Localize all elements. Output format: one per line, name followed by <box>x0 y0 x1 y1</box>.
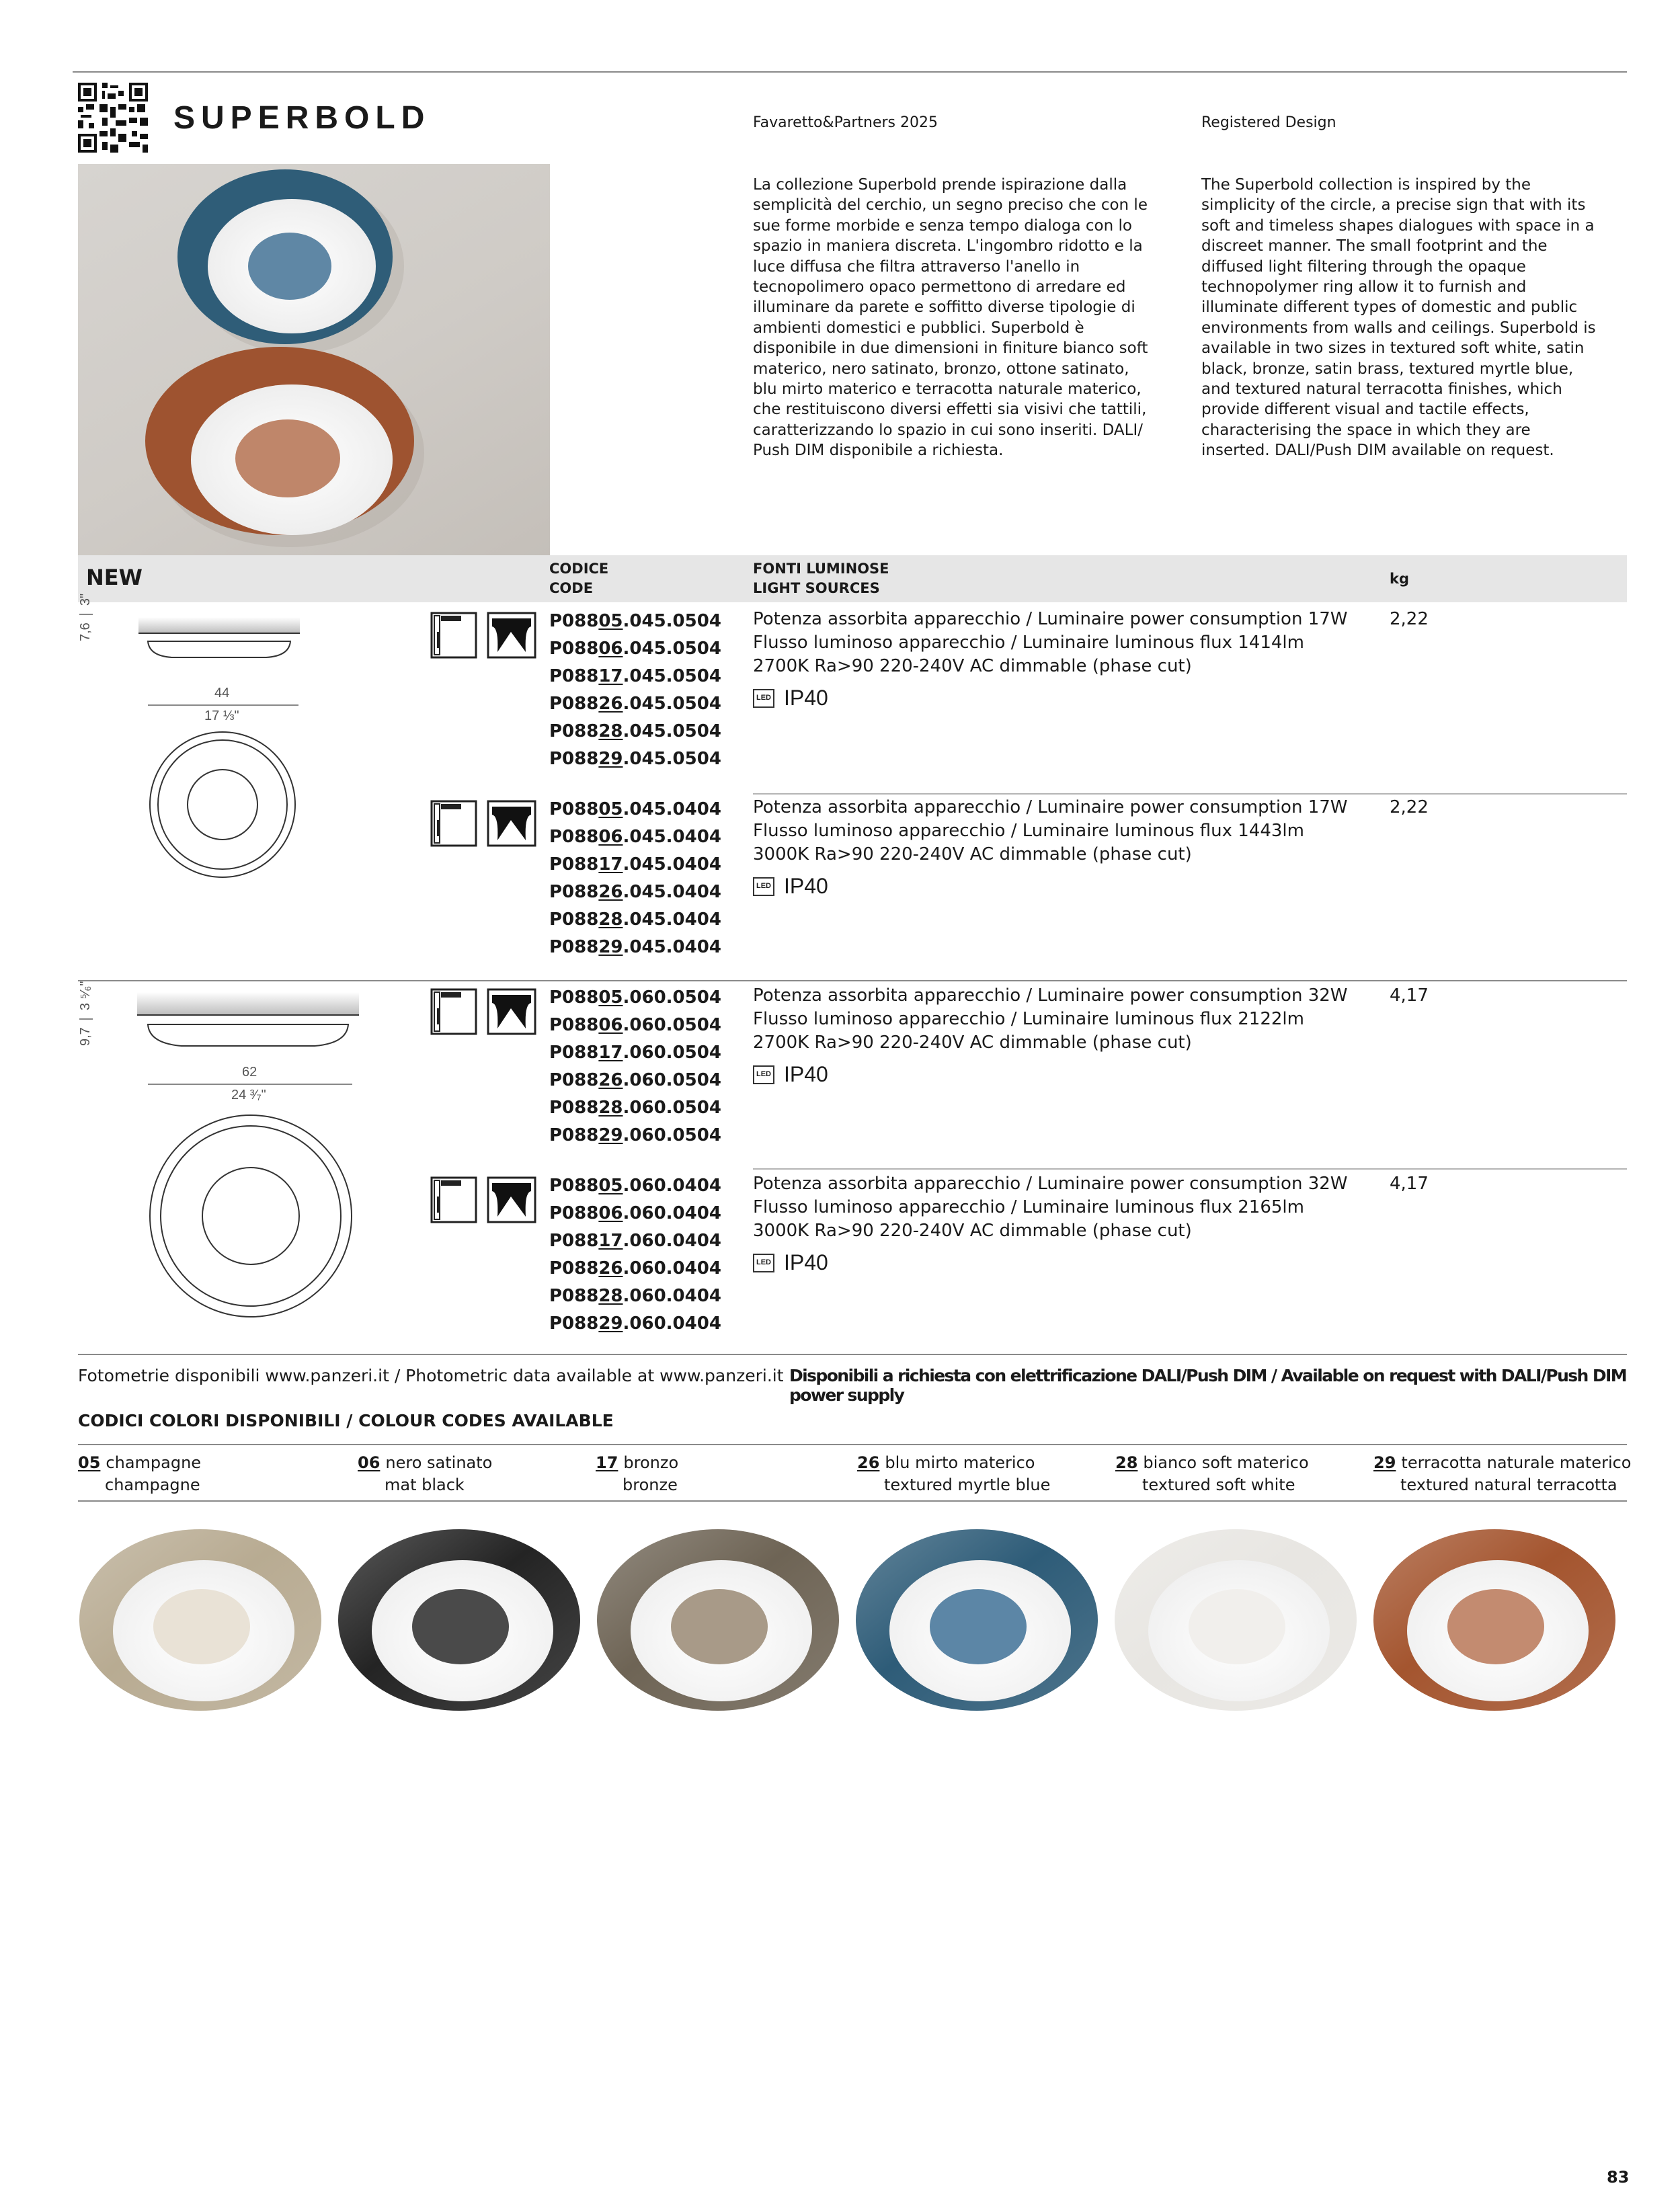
code-suffix: .045.0504 <box>623 749 721 769</box>
product-code[interactable] <box>549 663 724 690</box>
product-code[interactable] <box>549 1200 724 1227</box>
code-prefix: P088 <box>549 909 599 930</box>
colour-name-en: textured myrtle blue <box>884 1475 1051 1494</box>
light-source-spec <box>753 608 1358 710</box>
code-prefix: P088 <box>549 1313 599 1334</box>
light-source-spec <box>753 796 1358 898</box>
mounting-icons <box>430 612 538 660</box>
product-codes <box>549 796 724 961</box>
code-colour: 06 <box>598 1015 623 1035</box>
spec-line: 2700K Ra>90 220-240V AC dimmable (phase cut) <box>753 656 1192 676</box>
product-code[interactable] <box>549 608 724 635</box>
product-code[interactable] <box>549 851 724 879</box>
colour-code-number: 28 <box>1115 1453 1138 1472</box>
colour-code-item <box>78 1452 201 1496</box>
code-suffix: .045.0404 <box>623 827 721 847</box>
spec-line: Flusso luminoso apparecchio / Luminaire luminous flux 2122lm <box>753 1009 1304 1029</box>
code-prefix: P088 <box>549 1043 599 1063</box>
code-colour: 05 <box>598 1176 623 1196</box>
colour-code-number: 26 <box>857 1453 880 1472</box>
product-code[interactable] <box>549 1172 724 1200</box>
colour-codes-bottom-rule <box>78 1500 1627 1502</box>
ip-rating: IP40 <box>784 1062 828 1086</box>
code-colour: 29 <box>598 1313 623 1334</box>
wall-ceiling-mount-icon <box>430 612 538 660</box>
spec-line: Potenza assorbita apparecchio / Luminaire power consumption 32W <box>753 1174 1348 1194</box>
code-suffix: .060.0504 <box>623 1015 721 1035</box>
ip-rating: IP40 <box>784 874 828 898</box>
product-code[interactable] <box>549 718 724 745</box>
spec-line: Flusso luminoso apparecchio / Luminaire luminous flux 1414lm <box>753 633 1304 653</box>
weight-value: 4,17 <box>1390 1174 1429 1194</box>
colour-code-item <box>1115 1452 1309 1496</box>
plan-small-drawing <box>148 730 297 879</box>
diameter-small-in: 17 ⅓" <box>204 708 239 723</box>
product-code[interactable] <box>549 934 724 961</box>
colour-name-it: champagne <box>106 1453 202 1472</box>
diameter-small-cm: 44 <box>214 686 230 700</box>
code-prefix: P088 <box>549 1203 599 1223</box>
product-codes <box>549 1172 724 1338</box>
diameter-large-cm: 62 <box>242 1065 257 1080</box>
code-header-it: CODICE <box>549 561 609 577</box>
colour-code-item <box>596 1452 678 1496</box>
colour-code-number: 05 <box>78 1453 101 1472</box>
product-code[interactable] <box>549 1094 724 1122</box>
spec-line: 3000K Ra>90 220-240V AC dimmable (phase cut) <box>753 1221 1192 1241</box>
spec-line: Potenza assorbita apparecchio / Luminaire power consumption 17W <box>753 609 1348 629</box>
code-suffix: .045.0404 <box>623 854 721 875</box>
hero-lamps-illustration <box>78 164 550 557</box>
finish-swatch <box>590 1526 846 1728</box>
colour-code-number: 06 <box>358 1453 381 1472</box>
hero-photo <box>78 164 550 557</box>
colour-name-it: blu mirto materico <box>885 1453 1035 1472</box>
mounting-icons <box>430 988 538 1037</box>
colour-code-item <box>358 1452 492 1496</box>
code-header-en: CODE <box>549 580 594 596</box>
page-number: 83 <box>1607 2168 1630 2187</box>
code-prefix: P088 <box>549 1286 599 1306</box>
profile-small-drawing <box>138 617 300 671</box>
qr-code[interactable] <box>78 83 148 153</box>
light-source-spec <box>753 984 1358 1086</box>
code-colour: 17 <box>598 854 623 875</box>
code-prefix: P088 <box>549 937 599 957</box>
description-italian: La collezione Superbold prende ispirazione dalla semplicità del cerchio, un segno preciso che con le sue forme morbide e senza tempo dialoga con lo spazio in maniera discreta. L'ingombro ridotto e la luce diffusa che filtra attraverso l'anello in tecnopolimero opaco permettono di arredare ed illuminare da parete e soffitto diverse tipologie di ambienti domestici e pubblici. Superbold è disponibile in due dimensioni in finiture bianco soft materico, nero satinato, bronzo, ottone satinato, blu mirto materico e terracotta naturale materico, che restituiscono diversi effetti sia visivi che tattili, caratterizzando lo spazio in cui sono inseriti. DALI/ Push DIM disponibile a richiesta. <box>753 176 1148 460</box>
height-small-in: 3" <box>78 593 93 606</box>
spec-line: Flusso luminoso apparecchio / Luminaire luminous flux 2165lm <box>753 1197 1304 1217</box>
code-prefix: P088 <box>549 1125 599 1145</box>
height-large-cm-in <box>78 981 93 1046</box>
code-colour: 06 <box>598 1203 623 1223</box>
colour-name-it: terracotta naturale materico <box>1401 1453 1632 1472</box>
finish-swatch <box>1367 1526 1622 1728</box>
code-prefix: P088 <box>549 827 599 847</box>
light-sources-header <box>753 559 889 598</box>
profile-large-drawing <box>137 992 359 1059</box>
code-colour: 05 <box>598 799 623 819</box>
height-large-in: 3 ⁵⁄₆" <box>78 981 93 1011</box>
code-colour: 17 <box>598 1043 623 1063</box>
code-suffix: .045.0504 <box>623 666 721 686</box>
code-colour: 05 <box>598 611 623 631</box>
product-code[interactable] <box>549 796 724 823</box>
table-bottom-rule <box>78 1354 1627 1355</box>
code-prefix: P088 <box>549 1176 599 1196</box>
colour-codes-title: CODICI COLORI DISPONIBILI / COLOUR CODES AVAILABLE <box>78 1411 614 1430</box>
product-code[interactable] <box>549 745 724 773</box>
code-colour: 29 <box>598 937 623 957</box>
code-prefix: P088 <box>549 749 599 769</box>
code-colour: 28 <box>598 909 623 930</box>
wall-ceiling-mount-icon <box>430 800 538 848</box>
code-colour: 28 <box>598 721 623 741</box>
finish-swatch <box>331 1526 587 1728</box>
weight-value: 2,22 <box>1390 797 1429 817</box>
ip-rating-row <box>753 875 1358 898</box>
code-suffix: .060.0404 <box>623 1286 721 1306</box>
colour-code-number: 29 <box>1373 1453 1396 1472</box>
code-header <box>549 559 608 598</box>
spec-line: 2700K Ra>90 220-240V AC dimmable (phase cut) <box>753 1032 1192 1053</box>
colour-name-it: bianco soft materico <box>1143 1453 1309 1472</box>
product-code[interactable] <box>549 635 724 663</box>
finish-swatch <box>849 1526 1105 1728</box>
height-small-cm: 7,6 <box>78 622 93 641</box>
code-suffix: .045.0504 <box>623 639 721 659</box>
colour-name-it: nero satinato <box>385 1453 493 1472</box>
product-code[interactable] <box>549 1012 724 1039</box>
product-code[interactable] <box>549 823 724 851</box>
colour-codes-top-rule <box>78 1444 1627 1445</box>
code-colour: 29 <box>598 749 623 769</box>
code-suffix: .060.0404 <box>623 1203 721 1223</box>
code-suffix: .045.0404 <box>623 799 721 819</box>
product-code[interactable] <box>549 879 724 906</box>
code-suffix: .060.0504 <box>623 987 721 1008</box>
product-code[interactable] <box>549 1227 724 1255</box>
ip-rating-row <box>753 1063 1358 1086</box>
code-suffix: .060.0404 <box>623 1313 721 1334</box>
code-suffix: .045.0504 <box>623 611 721 631</box>
spec-line: 3000K Ra>90 220-240V AC dimmable (phase cut) <box>753 844 1192 864</box>
diameter-large-rule <box>148 1084 352 1085</box>
code-prefix: P088 <box>549 1231 599 1251</box>
photometric-note: Fotometrie disponibili www.panzeri.it / Photometric data available at www.panzeri.it <box>78 1366 784 1385</box>
ip-rating-row <box>753 686 1358 710</box>
finish-swatch <box>73 1526 328 1728</box>
colour-name-en: bronze <box>623 1475 678 1494</box>
code-prefix: P088 <box>549 799 599 819</box>
weight-value: 4,17 <box>1390 985 1429 1006</box>
code-prefix: P088 <box>549 666 599 686</box>
code-colour: 28 <box>598 1098 623 1118</box>
wall-ceiling-mount-icon <box>430 1176 538 1225</box>
code-suffix: .045.0404 <box>623 937 721 957</box>
code-suffix: .045.0404 <box>623 909 721 930</box>
code-colour: 06 <box>598 639 623 659</box>
size-divider <box>78 980 1627 981</box>
code-colour: 26 <box>598 1258 623 1279</box>
led-icon: LED <box>753 1065 774 1084</box>
product-code[interactable] <box>549 1310 724 1338</box>
code-suffix: .060.0504 <box>623 1098 721 1118</box>
height-small-cm-in <box>78 594 93 641</box>
code-colour: 26 <box>598 694 623 714</box>
code-prefix: P088 <box>549 1098 599 1118</box>
code-prefix: P088 <box>549 721 599 741</box>
product-code[interactable] <box>549 1039 724 1067</box>
product-code[interactable] <box>549 1067 724 1094</box>
product-code[interactable] <box>549 1255 724 1283</box>
code-colour: 29 <box>598 1125 623 1145</box>
height-large-cm: 9,7 <box>78 1027 93 1046</box>
code-prefix: P088 <box>549 882 599 902</box>
led-icon: LED <box>753 689 774 708</box>
code-suffix: .060.0404 <box>623 1258 721 1279</box>
plan-large-drawing <box>148 1113 354 1319</box>
product-code[interactable] <box>549 690 724 718</box>
product-codes <box>549 984 724 1149</box>
code-suffix: .045.0404 <box>623 882 721 902</box>
registered-design: Registered Design <box>1201 114 1336 131</box>
weight-value: 2,22 <box>1390 609 1429 629</box>
code-suffix: .060.0504 <box>623 1043 721 1063</box>
colour-name-it: bronzo <box>623 1453 679 1472</box>
spec-line: Potenza assorbita apparecchio / Luminaire power consumption 32W <box>753 985 1348 1006</box>
code-suffix: .060.0404 <box>623 1176 721 1196</box>
finish-swatch <box>1108 1526 1363 1728</box>
spec-line: Flusso luminoso apparecchio / Luminaire luminous flux 1443lm <box>753 821 1304 841</box>
row-divider-1 <box>753 793 1627 795</box>
mounting-icons <box>430 800 538 848</box>
code-prefix: P088 <box>549 639 599 659</box>
diameter-small-rule <box>148 704 298 706</box>
ip-rating-row <box>753 1251 1358 1274</box>
diameter-large-in: 24 ³⁄₇" <box>231 1088 266 1102</box>
code-colour: 26 <box>598 882 623 902</box>
code-suffix: .045.0504 <box>623 721 721 741</box>
led-icon: LED <box>753 1254 774 1272</box>
code-suffix: .060.0404 <box>623 1231 721 1251</box>
light-source-spec <box>753 1172 1358 1274</box>
colour-code-number: 17 <box>596 1453 618 1472</box>
code-colour: 28 <box>598 1286 623 1306</box>
colour-code-item <box>857 1452 1050 1496</box>
designer-credit: Favaretto&Partners 2025 <box>753 114 938 131</box>
colour-code-item <box>1373 1452 1632 1496</box>
colour-name-en: textured soft white <box>1142 1475 1295 1494</box>
code-colour: 26 <box>598 1070 623 1090</box>
colour-name-en: textured natural terracotta <box>1400 1475 1617 1494</box>
product-code[interactable] <box>549 1122 724 1149</box>
led-icon: LED <box>753 877 774 896</box>
code-suffix: .060.0504 <box>623 1125 721 1145</box>
dali-note: Disponibili a richiesta con elettrificazione DALI/Push DIM / Available on request with DALI/Push DIM power supply <box>789 1366 1626 1405</box>
code-prefix: P088 <box>549 854 599 875</box>
top-rule <box>73 71 1627 73</box>
ip-rating: IP40 <box>784 686 828 710</box>
code-suffix: .045.0504 <box>623 694 721 714</box>
colour-name-en: mat black <box>385 1475 465 1494</box>
product-code[interactable] <box>549 1283 724 1310</box>
code-prefix: P088 <box>549 611 599 631</box>
mounting-icons <box>430 1176 538 1225</box>
code-prefix: P088 <box>549 1258 599 1279</box>
product-codes <box>549 608 724 773</box>
light-sources-header-en: LIGHT SOURCES <box>753 580 880 596</box>
code-prefix: P088 <box>549 987 599 1008</box>
colour-name-en: champagne <box>105 1475 200 1494</box>
light-sources-header-it: FONTI LUMINOSE <box>753 561 889 577</box>
new-label: NEW <box>86 565 143 590</box>
ip-rating: IP40 <box>784 1250 828 1274</box>
code-colour: 17 <box>598 1231 623 1251</box>
brand-title: SUPERBOLD <box>173 100 431 136</box>
code-colour: 06 <box>598 827 623 847</box>
weight-header: kg <box>1390 571 1409 587</box>
code-prefix: P088 <box>549 694 599 714</box>
size-small-drawings <box>78 593 300 846</box>
code-suffix: .060.0504 <box>623 1070 721 1090</box>
code-colour: 17 <box>598 666 623 686</box>
description-english: The Superbold collection is inspired by the simplicity of the circle, a precise sign that with its soft and timeless shapes dialogues with space in a discreet manner. The small footprint and the diffused light filtering through the opaque technopolymer ring allow it to furnish and illuminate different types of domestic and public environments from walls and ceilings. Superbold is available in two sizes in textured soft white, satin black, bronze, satin brass, textured myrtle blue, and textured natural terracotta finishes, which provide different visual and tactile effects, characterising the space in which they are inserted. DALI/Push DIM available on request. <box>1201 176 1596 460</box>
wall-ceiling-mount-icon <box>430 988 538 1037</box>
product-code[interactable] <box>549 984 724 1012</box>
code-prefix: P088 <box>549 1015 599 1035</box>
row-divider-2 <box>753 1168 1627 1170</box>
product-code[interactable] <box>549 906 724 934</box>
size-large-drawings <box>78 981 360 1328</box>
code-colour: 05 <box>598 987 623 1008</box>
code-prefix: P088 <box>549 1070 599 1090</box>
spec-line: Potenza assorbita apparecchio / Luminaire power consumption 17W <box>753 797 1348 817</box>
